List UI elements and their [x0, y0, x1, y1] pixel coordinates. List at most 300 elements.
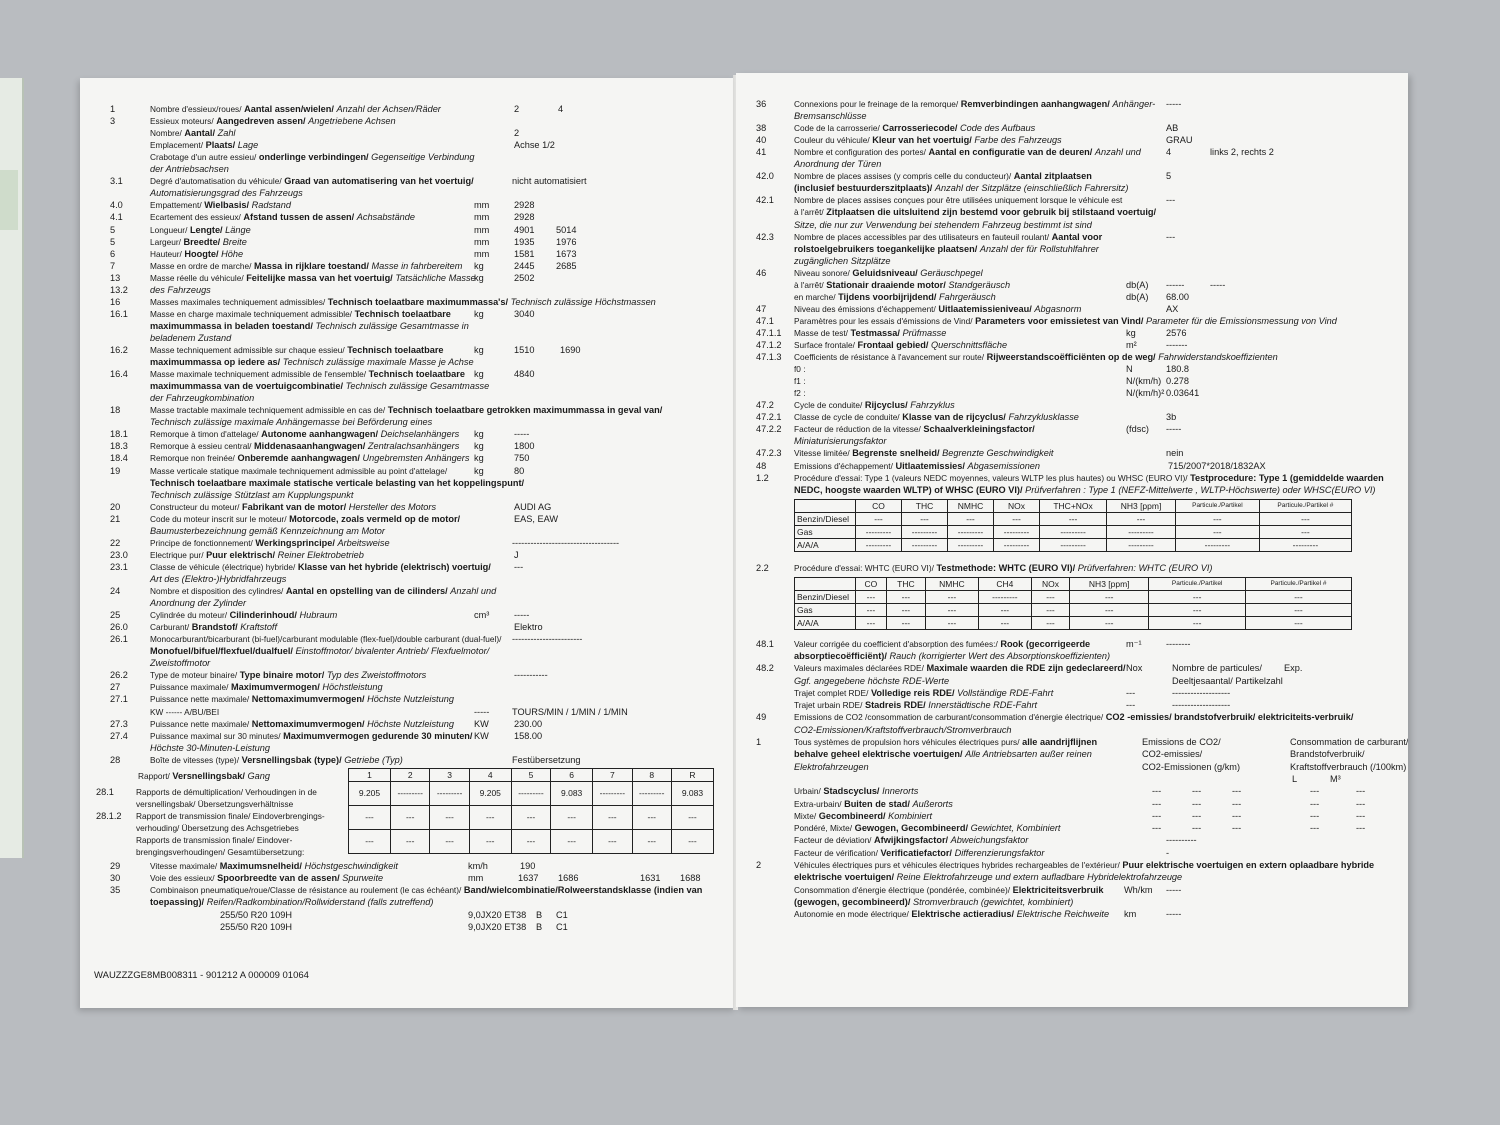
emissions-cell: ---	[886, 590, 925, 603]
label-de: Anzahl der für Rollstuhlfahrer	[979, 243, 1099, 254]
label-fr: Longueur/	[150, 224, 188, 235]
unit: kg	[474, 308, 484, 319]
row-label	[150, 164, 229, 175]
label-de: Höchste Nutzleistung	[367, 694, 454, 705]
value: -----	[1166, 99, 1182, 109]
row-label	[794, 340, 1007, 351]
label-de: Länge	[225, 224, 251, 235]
row-number: 47.1.2	[756, 340, 782, 350]
label-de: Innerstädtische RDE-Fahrt	[928, 700, 1038, 711]
gear-cell: 9.083	[671, 781, 713, 805]
value: -------------------	[1172, 687, 1231, 698]
value: Achse 1/2	[514, 140, 555, 151]
label-nl: Begrenste snelheid/	[852, 448, 940, 459]
row-number: 47.1	[756, 315, 774, 326]
label-fr: Degré d'automatisation du véhicule/	[150, 176, 282, 187]
label-fr: Niveau sonore/	[794, 267, 850, 278]
label-de: Miniaturisierungsfaktor	[794, 436, 887, 447]
row-label	[794, 424, 1035, 435]
row-label	[794, 412, 1079, 423]
value: 2576	[1166, 327, 1187, 338]
value: 230.00	[514, 718, 543, 729]
document-right-page	[736, 73, 1408, 1007]
row-label	[794, 436, 886, 447]
label-nl: Gewogen, Gecombineerd/	[854, 823, 969, 834]
label-de: Technisch zulässige maximale Anhängemasse bei Beförderung eines	[150, 417, 433, 428]
value: ---	[1356, 823, 1366, 834]
value: ---	[1356, 786, 1366, 797]
label-de: Tatsächliche Masse	[395, 272, 476, 283]
label-fr: Carburant/	[150, 622, 190, 633]
row-number: 13.2	[110, 284, 128, 295]
emissions-cell: ---	[925, 590, 978, 603]
label-nl: Wielbasis/	[204, 200, 250, 211]
label-nl: Type binaire motor/	[239, 670, 325, 681]
label-fr: KW ------ A/BU/BEI	[150, 706, 220, 717]
label-de: Begrenzte Geschwindigkeit	[942, 448, 1054, 459]
gear-cell: ---	[469, 805, 511, 829]
label-nl: Maximumsnelheid/	[219, 860, 302, 871]
value: 0.278	[1166, 376, 1189, 387]
row-label	[794, 835, 1028, 846]
gear-cell: ---	[511, 829, 550, 853]
label-fr: Urbain/	[794, 786, 821, 797]
tyre-size: 255/50 R20 109H	[220, 921, 293, 932]
label-nl: Stationair draaiende motor/	[826, 279, 946, 290]
row-label	[794, 99, 1155, 110]
emissions-cell: ---------	[856, 525, 902, 538]
row-label	[794, 280, 1010, 291]
unit: Nox	[1126, 663, 1143, 674]
row-label	[150, 478, 524, 489]
value: -----	[1166, 909, 1182, 920]
label-nl: Technisch toelaatbare maximale statische verticale belasting van het koppelingspunt/	[150, 477, 525, 488]
label-fr: Masse en ordre de marche/	[150, 260, 252, 271]
label-nl: Klasse van het hybride (elektrisch) voertuig/	[297, 561, 491, 572]
emissions-cell: ---------	[948, 525, 994, 538]
label-de: Innerorts	[882, 786, 919, 797]
emissions-cell: ---------	[1040, 525, 1107, 538]
value: ---	[1152, 810, 1162, 821]
label-de: Technisch zulässige Gesamtmasse	[345, 381, 490, 392]
label-de: Breite	[222, 236, 247, 247]
label-de: Deichselanhängers	[380, 429, 460, 440]
row-label	[794, 135, 1062, 146]
value: ---	[1166, 195, 1176, 206]
value: ---	[1356, 810, 1366, 821]
value: 750	[514, 453, 530, 464]
row-label	[150, 393, 254, 404]
label-de: Zweistoffmotor	[150, 658, 211, 669]
unit: N	[1126, 364, 1133, 375]
value: ---	[1152, 823, 1162, 834]
row-label	[794, 663, 1126, 674]
label-de: Stromverbrauch (gewichtet, kombiniert)	[912, 896, 1074, 907]
row-number: 42.1	[756, 195, 774, 206]
label-de: Technisch zulässige Gesamtmasse in	[315, 320, 469, 331]
label-nl: Carrosseriecode/	[882, 123, 958, 134]
value: nicht automatisiert	[512, 176, 587, 187]
label-nl: Brandstof/	[191, 622, 238, 633]
row-number: 22	[110, 537, 121, 548]
label-de: Höchste Nutzleistung	[367, 718, 454, 729]
value: 1686	[558, 872, 579, 883]
gear-cell: ---	[349, 829, 391, 853]
gear-cell: ---	[671, 829, 713, 853]
label-nl: Middenasaanhangwagen/	[254, 441, 366, 452]
row-label	[794, 244, 1099, 255]
label-nl: Aantal zitplaatsen	[1013, 171, 1092, 182]
unit: mm	[474, 224, 490, 235]
label-fr: Electrique pur/	[150, 549, 204, 560]
label-nl: Remverbindingen aanhangwagen/	[960, 99, 1110, 109]
label-fr: Ecartement des essieux/	[150, 212, 241, 223]
value: Festübersetzung	[512, 754, 581, 765]
value: 5	[1166, 171, 1172, 182]
value: AX	[1166, 303, 1179, 314]
label-fr: Remorque non freinée/	[150, 453, 235, 464]
label-nl: Monofuel/bifuel/flexfuel/dualfuel/	[150, 646, 293, 657]
label-de: Zahl	[217, 128, 236, 139]
label-fr: Principe de fonctionnement/	[150, 537, 253, 548]
vin-footer: WAUZZZGE8MB008311 - 901212 A 000009 01064	[94, 970, 309, 981]
label-nl: Aangedreven assen/	[216, 116, 306, 127]
gear-col-header: 7	[593, 768, 632, 781]
row-label	[794, 563, 1212, 574]
label-de: Fahrzyklusklasse	[1008, 412, 1079, 423]
emissions-col-header: NOx	[994, 499, 1040, 512]
label-nl: Uitlaatemissieniveau/	[938, 303, 1032, 314]
value: 1631	[640, 872, 661, 883]
label-nl: CO2 -emissies/ brandstofverbruik/ elektriciteits-verbruik/	[1105, 712, 1354, 723]
label-de: Reine Elektrofahrzeuge und extern aufladbare Hybridelektrofahrzeuge	[896, 872, 1183, 883]
row-number: 47.2.2	[756, 424, 782, 435]
label-de: Typ des Zweistoffmotors	[326, 670, 427, 681]
gear-cell: ---	[430, 805, 469, 829]
label-fr: Nombre de places assises conçues pour être utilisées uniquement lorsque le véhicule est	[794, 195, 1123, 206]
label-fr: Mixte/	[794, 810, 817, 821]
gear-col-header: 6	[551, 768, 593, 781]
label-de: der Fahrzeugkombination	[150, 393, 255, 404]
emissions-col-header: NOx	[1031, 577, 1069, 590]
unit: N/(km/h)	[1126, 376, 1162, 387]
label-de: Reiner Elektrobetrieb	[277, 549, 364, 560]
label-fr: Hauteur/	[150, 248, 182, 259]
unit: mm	[474, 212, 490, 223]
emissions-cell: ---------	[1107, 525, 1176, 538]
row-number: 25	[110, 610, 121, 621]
row-label	[794, 376, 806, 387]
gear-cell: ---	[671, 805, 713, 829]
rim-size: 9,0JX20 ET38	[468, 909, 527, 920]
row-label	[794, 171, 1092, 182]
row-label	[794, 823, 1060, 834]
emissions-cell: ---	[1149, 616, 1246, 629]
label-nl: Feitelijke massa van het voertuig/	[246, 272, 393, 283]
row-label	[150, 574, 286, 585]
emissions-cell: ---	[1259, 512, 1351, 525]
row-label	[794, 749, 1092, 760]
gear-cell: ---------	[430, 781, 469, 805]
row-label	[794, 364, 806, 375]
label-fr: Surface frontale/	[794, 340, 855, 350]
row-label	[150, 212, 415, 223]
label-fr: Masse maximale techniquement admissible de l'ensemble/	[150, 369, 367, 380]
label-nl: Aantal assen/wielen/	[244, 104, 334, 114]
unit: mm	[474, 200, 490, 211]
row-label	[150, 610, 337, 621]
label-nl: Massa in rijklare toestand/	[254, 260, 369, 271]
gear-row-label: Rapport de transmission finale/ Eindoverbrengings-	[136, 810, 325, 821]
emissions-corner	[795, 577, 856, 590]
gear-cell: ---	[430, 829, 469, 853]
row-label	[794, 400, 955, 411]
label-nl: Technisch toelaatbare	[347, 345, 444, 355]
row-label	[150, 682, 383, 693]
row-label	[794, 639, 1090, 650]
row-label	[150, 333, 231, 344]
label-nl: Fabrikant van de motor/	[242, 501, 347, 512]
row-label	[794, 909, 1109, 920]
row-label	[794, 352, 1278, 363]
value: ---	[1192, 823, 1202, 834]
label-fr: Pondéré, Mixte/	[794, 823, 853, 834]
label-de: Geräuschpegel	[920, 267, 983, 278]
row-number: 38	[756, 123, 767, 134]
row-label	[794, 885, 1104, 896]
label-fr: Valeur corrigée du coefficient d'absorption des fumées:/	[794, 638, 998, 649]
label-de: Farbe des Fahrzeugs	[974, 135, 1062, 146]
row-label	[150, 369, 465, 380]
row-label	[150, 273, 476, 284]
label-de: Hersteller des Motors	[348, 501, 437, 512]
value: Deeltjesaantal/ Partikelzahl	[1172, 675, 1283, 686]
label-de: Lage	[237, 140, 259, 151]
value: ---	[1232, 810, 1242, 821]
label-de: Technisch zulässige Höchstmassen	[510, 296, 656, 307]
label-nl: behalve geheel elektrische voertuigen/	[794, 749, 963, 760]
gear-cell: ---	[632, 805, 671, 829]
row-label	[794, 712, 1353, 723]
label-de: Hubraum	[299, 610, 338, 621]
label-nl: Geluidsniveau/	[852, 267, 918, 278]
value: ---	[1356, 798, 1366, 809]
label-de: Anzahl der Sitzplätze (einschließlich Fahrersitz)	[934, 183, 1129, 194]
row-label	[150, 694, 454, 705]
value: ---	[1310, 810, 1320, 821]
emissions-cell: ---	[902, 512, 948, 525]
row-label	[794, 872, 1182, 883]
gear-row-label: verhouding/ Übersetzung des Achsgetriebes	[136, 822, 299, 833]
label-fr: Procédure d'essai: Type 1 (valeurs NEDC moyennes, valeurs WLTP les plus hautes) ou WHSC (EURO VI)/	[794, 472, 1188, 483]
value: ---	[1192, 786, 1202, 797]
row-number: 4.0	[110, 200, 123, 211]
emissions-col-header: CO	[856, 499, 902, 512]
emissions-cell: ---------	[994, 538, 1040, 551]
emissions-cell: ---	[1070, 616, 1149, 629]
label-fr: Voie des essieux/	[150, 872, 215, 883]
label-fr: f1 :	[794, 376, 806, 387]
emissions-table	[794, 577, 1352, 630]
label-de: Fahrwiderstandskoeffizienten	[1158, 352, 1278, 363]
label-fr: Facteur de déviation/	[794, 835, 872, 846]
row-number: 47.2.1	[756, 412, 782, 423]
row-label	[150, 861, 398, 872]
row-label	[150, 538, 390, 549]
label-fr: Boîte de vitesses (type)/	[150, 754, 240, 765]
gear-col-header: 1	[349, 768, 391, 781]
label-fr: Constructeur du moteur/	[150, 501, 240, 512]
row-number: 46	[756, 267, 767, 278]
row-label	[150, 345, 444, 356]
label-nl: alle aandrijflijnen	[1022, 737, 1098, 748]
emissions-cell: ---	[856, 512, 902, 525]
label-de: Außerorts	[912, 798, 953, 809]
emissions-cell: ---	[978, 603, 1031, 616]
gear-cell: ---	[511, 805, 550, 829]
label-nl: Klasse van de rijcyclus/	[902, 412, 1006, 423]
label-de: Gegenseitige Verbindung	[371, 152, 475, 163]
label-nl: maximummassa op iedere as/	[150, 357, 281, 368]
unit: mm	[474, 236, 490, 247]
label-de: Technisch zulässige maximale Masse je Achse	[282, 357, 474, 368]
row-number: 28	[110, 754, 121, 765]
label-fr: Trajet complet RDE/	[794, 687, 869, 698]
label-nl: elektrische voertuigen/	[794, 872, 895, 883]
emissions-row-label: Gas	[795, 603, 856, 616]
value: AB	[1166, 123, 1179, 134]
label-de: Kombiniert	[888, 810, 933, 821]
row-number: 42.0	[756, 171, 774, 182]
row-label	[150, 176, 474, 187]
label-nl: onderlinge verbindingen/	[258, 152, 369, 163]
gear-cell: ---	[391, 805, 430, 829]
label-fr: Extra-urbain/	[794, 798, 842, 809]
unit: kg	[474, 369, 484, 380]
unit: kg	[474, 260, 484, 271]
emissions-cell: ---	[856, 603, 887, 616]
label-fr: Paramètres pour les essais d'émissions de Vind/	[794, 315, 973, 326]
label-nl: Plaats/	[205, 140, 236, 151]
row-number: 1	[756, 737, 762, 748]
label-de: Vollständige RDE-Fahrt	[957, 687, 1054, 698]
gear-cell: ---	[551, 805, 593, 829]
emissions-cell: ---	[948, 512, 994, 525]
emissions-cell: ---	[886, 603, 925, 616]
row-label	[150, 755, 403, 766]
label-de: Abweichungsfaktor	[950, 835, 1029, 846]
value: ---	[1310, 823, 1320, 834]
unit: cm³	[474, 610, 490, 621]
label-nl: Werkingsprincipe/	[255, 537, 335, 548]
value: 2928	[514, 200, 535, 211]
label-de: Anzahl und	[450, 586, 497, 596]
label-nl: Hoogte/	[184, 248, 219, 259]
label-de: Anordnung der Zylinder	[150, 598, 247, 609]
label-fr: Combinaison pneumatique/roue/Classe de résistance au roulement (le cas échéant)/	[150, 885, 462, 896]
label-nl: Gecombineerd/	[818, 810, 886, 821]
row-label	[150, 707, 219, 718]
label-fr: Essieux moteurs/	[150, 116, 214, 127]
unit: KW	[474, 718, 489, 729]
emissions-cell: ---------	[1107, 538, 1176, 551]
label-nl: maximummassa in beladen toestand/	[150, 320, 313, 331]
value: ---	[1192, 798, 1202, 809]
emissions-col-header: Particule./Partikel	[1149, 577, 1246, 590]
label-de: Höchste 30-Minuten-Leistung	[150, 742, 271, 753]
row-label	[150, 285, 211, 296]
label-fr: Classe de véhicule (électrique) hybride/	[150, 561, 296, 572]
label-fr: Masse en charge maximale techniquement admissible/	[150, 308, 352, 319]
label-nl: Rijcyclus/	[864, 400, 908, 411]
gear-row-label: versnellingsbak/ Übersetzungsverhältnisse	[136, 798, 294, 809]
label-nl: Versnellingsbak (type)/	[241, 754, 342, 765]
row-number: 42.3	[756, 231, 774, 242]
unit: KW	[474, 730, 489, 741]
row-label	[150, 526, 385, 537]
label-fr: f2 :	[794, 388, 806, 399]
label-fr: Classe de cycle de conduite/	[794, 412, 900, 423]
emissions-row-label: A/A/A	[795, 538, 856, 551]
row-number: 1	[110, 104, 116, 114]
row-number: 47.1.1	[756, 327, 782, 338]
emissions-table	[794, 499, 1352, 552]
label-nl: Testprocedure: Type 1 (gemiddelde waarden	[1190, 472, 1384, 483]
label-nl: Elektriciteitsverbruik	[1012, 884, 1104, 895]
row-label	[794, 473, 1384, 484]
value: ----------	[1166, 835, 1197, 846]
row-label	[150, 897, 433, 908]
label-nl: toepassing)/	[150, 897, 205, 908]
gear-cell: ---	[551, 829, 593, 853]
label-nl: Uitlaatemissies/	[895, 460, 965, 471]
gear-ratio-table	[348, 768, 714, 854]
label-nl: Spoorbreedte van de assen/	[217, 872, 340, 883]
value: 2502	[514, 272, 535, 283]
row-label	[794, 292, 996, 303]
label-fr: à l'arrêt/	[794, 279, 824, 290]
label-nl: Autonome aanhangwagen/	[261, 429, 379, 440]
label-de: Anzahl der Achsen/Räder	[336, 104, 441, 114]
row-label	[150, 225, 251, 236]
value: 2	[514, 104, 520, 114]
label-nl: Cilinderinhoud/	[229, 610, 297, 621]
label-nl: Maximale waarden die RDE zijn gedeclareerd/	[926, 663, 1126, 674]
label-de: Technisch zulässige Stützlast am Kupplungspunkt	[150, 489, 354, 500]
label-fr: Code du moteur inscrit sur le moteur/	[150, 513, 287, 524]
value: TOURS/MIN / 1/MIN / 1/MIN	[512, 706, 628, 717]
gear-cell: ---	[632, 829, 671, 853]
label-nl: Stadreis RDE/	[864, 700, 926, 711]
row-number: 28.1.2	[96, 810, 122, 821]
row-label	[794, 111, 867, 122]
label-fr: Trajet urbain RDE/	[794, 700, 863, 711]
row-label	[150, 237, 247, 248]
row-label	[794, 123, 1035, 134]
row-number: 23.0	[110, 549, 128, 560]
label-fr: Monocarburant/bicarburant (bi-fuel)/carburant modulable (flex-fuel)/double carburant (dual-fuel)/	[150, 634, 502, 645]
unit: kg	[474, 465, 484, 476]
row-label	[794, 147, 1141, 158]
value: -----	[514, 429, 530, 440]
value: 1976	[556, 236, 577, 247]
label-fr: Tous systèmes de propulsion hors véhicules électriques purs/	[794, 737, 1020, 748]
value: -----------------------	[512, 634, 583, 645]
row-label	[150, 562, 491, 573]
row-label	[794, 725, 1012, 736]
gear-col-header: R	[671, 768, 713, 781]
row-number: 7	[110, 260, 116, 271]
